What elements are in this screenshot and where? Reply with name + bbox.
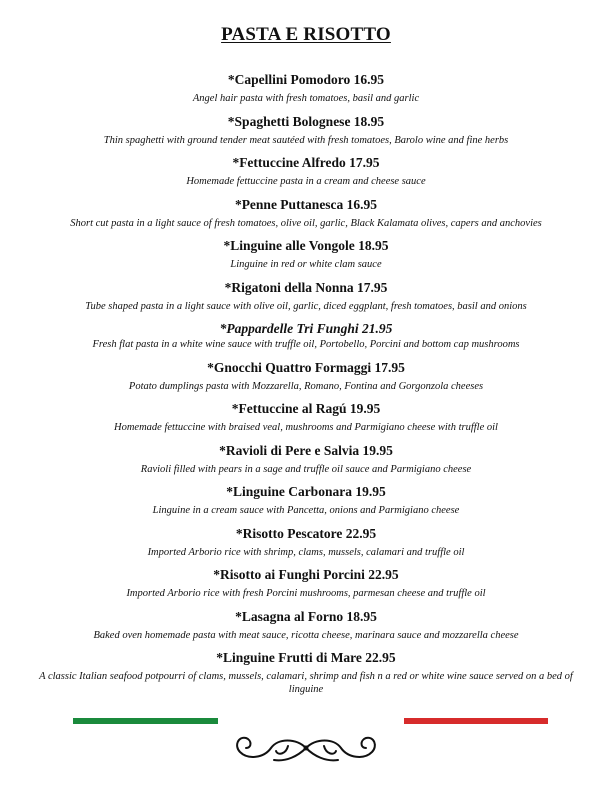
item-name: *Linguine alle Vongole 18.95 — [223, 238, 389, 253]
menu-item — [0, 648, 612, 696]
item-name: *Lasagna al Forno 18.95 — [235, 608, 377, 624]
item-name: *Risotto Pescatore 22.95 — [235, 525, 377, 541]
menu-item — [0, 319, 612, 351]
item-description: Thin spaghetti with ground tender meat sautéed with fresh tomatoes, Barolo wine and fine herbs — [103, 134, 509, 146]
item-description: A classic Italian seafood potpourri of clams, mussels, calamari, shrimp and fish n a red or white wine sauce served on a bed of linguine — [39, 671, 573, 695]
menu-item — [0, 607, 612, 642]
page-title: PASTA E RISOTTO — [221, 24, 391, 45]
item-name: *Penne Puttanesca 16.95 — [234, 196, 378, 212]
item-description: Tube shaped pasta in a light sauce with olive oil, garlic, diced eggplant, fresh tomatoes, basil and onions — [85, 300, 527, 312]
item-name: *Linguine Carbonara 19.95 — [226, 484, 386, 499]
item-description: Ravioli filled with pears in a sage and truffle oil sauce and Parmigiano cheese — [140, 463, 472, 475]
scroll-flourish-icon — [226, 724, 386, 774]
item-description: Fresh flat pasta in a white wine sauce with truffle oil, Portobello, Porcini and bottom cap mushrooms — [92, 339, 520, 350]
item-name: *Fettuccine al Ragú 19.95 — [231, 401, 381, 416]
item-name: *Ravioli di Pere e Salvia 19.95 — [219, 442, 393, 458]
item-description: Short cut pasta in a light sauce of fresh tomatoes, olive oil, garlic, Black Kalamata olives, capers and anchovies — [70, 217, 542, 229]
menu-item — [0, 358, 612, 393]
item-description: Imported Arborio rice with shrimp, clams, mussels, calamari and truffle oil — [147, 546, 465, 558]
item-name: *Linguine Frutti di Mare 22.95 — [216, 650, 396, 665]
item-description: Potato dumplings pasta with Mozzarella, Romano, Fontina and Gorgonzola cheeses — [128, 380, 484, 392]
menu-item — [0, 441, 612, 476]
menu-item — [0, 399, 612, 434]
item-name: *Capellini Pomodoro 16.95 — [227, 72, 385, 87]
item-description: Linguine in red or white clam sauce — [230, 259, 382, 270]
item-description: Homemade fettuccine with braised veal, mushrooms and Parmigiano cheese with truffle oil — [114, 422, 498, 433]
item-description: Baked oven homemade pasta with meat sauce, ricotta cheese, marinara sauce and mozzarella cheese — [93, 629, 519, 641]
item-name: *Rigatoni della Nonna 17.95 — [224, 279, 388, 295]
menu-item — [0, 524, 612, 559]
item-name: *Gnocchi Quattro Formaggi 17.95 — [207, 359, 405, 375]
item-description: Homemade fettuccine pasta in a cream and cheese sauce — [186, 176, 426, 187]
menu-item — [0, 195, 612, 230]
menu-item — [0, 482, 612, 517]
red-flag-bar — [404, 718, 548, 724]
menu-item — [0, 153, 612, 188]
menu-item — [0, 565, 612, 600]
menu-item — [0, 112, 612, 147]
item-name: *Fettuccine Alfredo 17.95 — [232, 155, 380, 170]
menu-list — [0, 70, 612, 703]
item-description: Linguine in a cream sauce with Pancetta, onions and Parmigiano cheese — [152, 505, 460, 516]
item-name: *Risotto ai Funghi Porcini 22.95 — [213, 567, 399, 582]
green-flag-bar — [73, 718, 218, 724]
menu-item — [0, 278, 612, 313]
item-name: *Pappardelle Tri Funghi 21.95 — [219, 321, 393, 336]
menu-item — [0, 236, 612, 271]
menu-item — [0, 70, 612, 105]
item-description: Angel hair pasta with fresh tomatoes, basil and garlic — [192, 93, 420, 104]
item-description: Imported Arborio rice with fresh Porcini mushrooms, parmesan cheese and truffle oil — [126, 588, 486, 599]
item-name: *Spaghetti Bolognese 18.95 — [227, 113, 385, 129]
